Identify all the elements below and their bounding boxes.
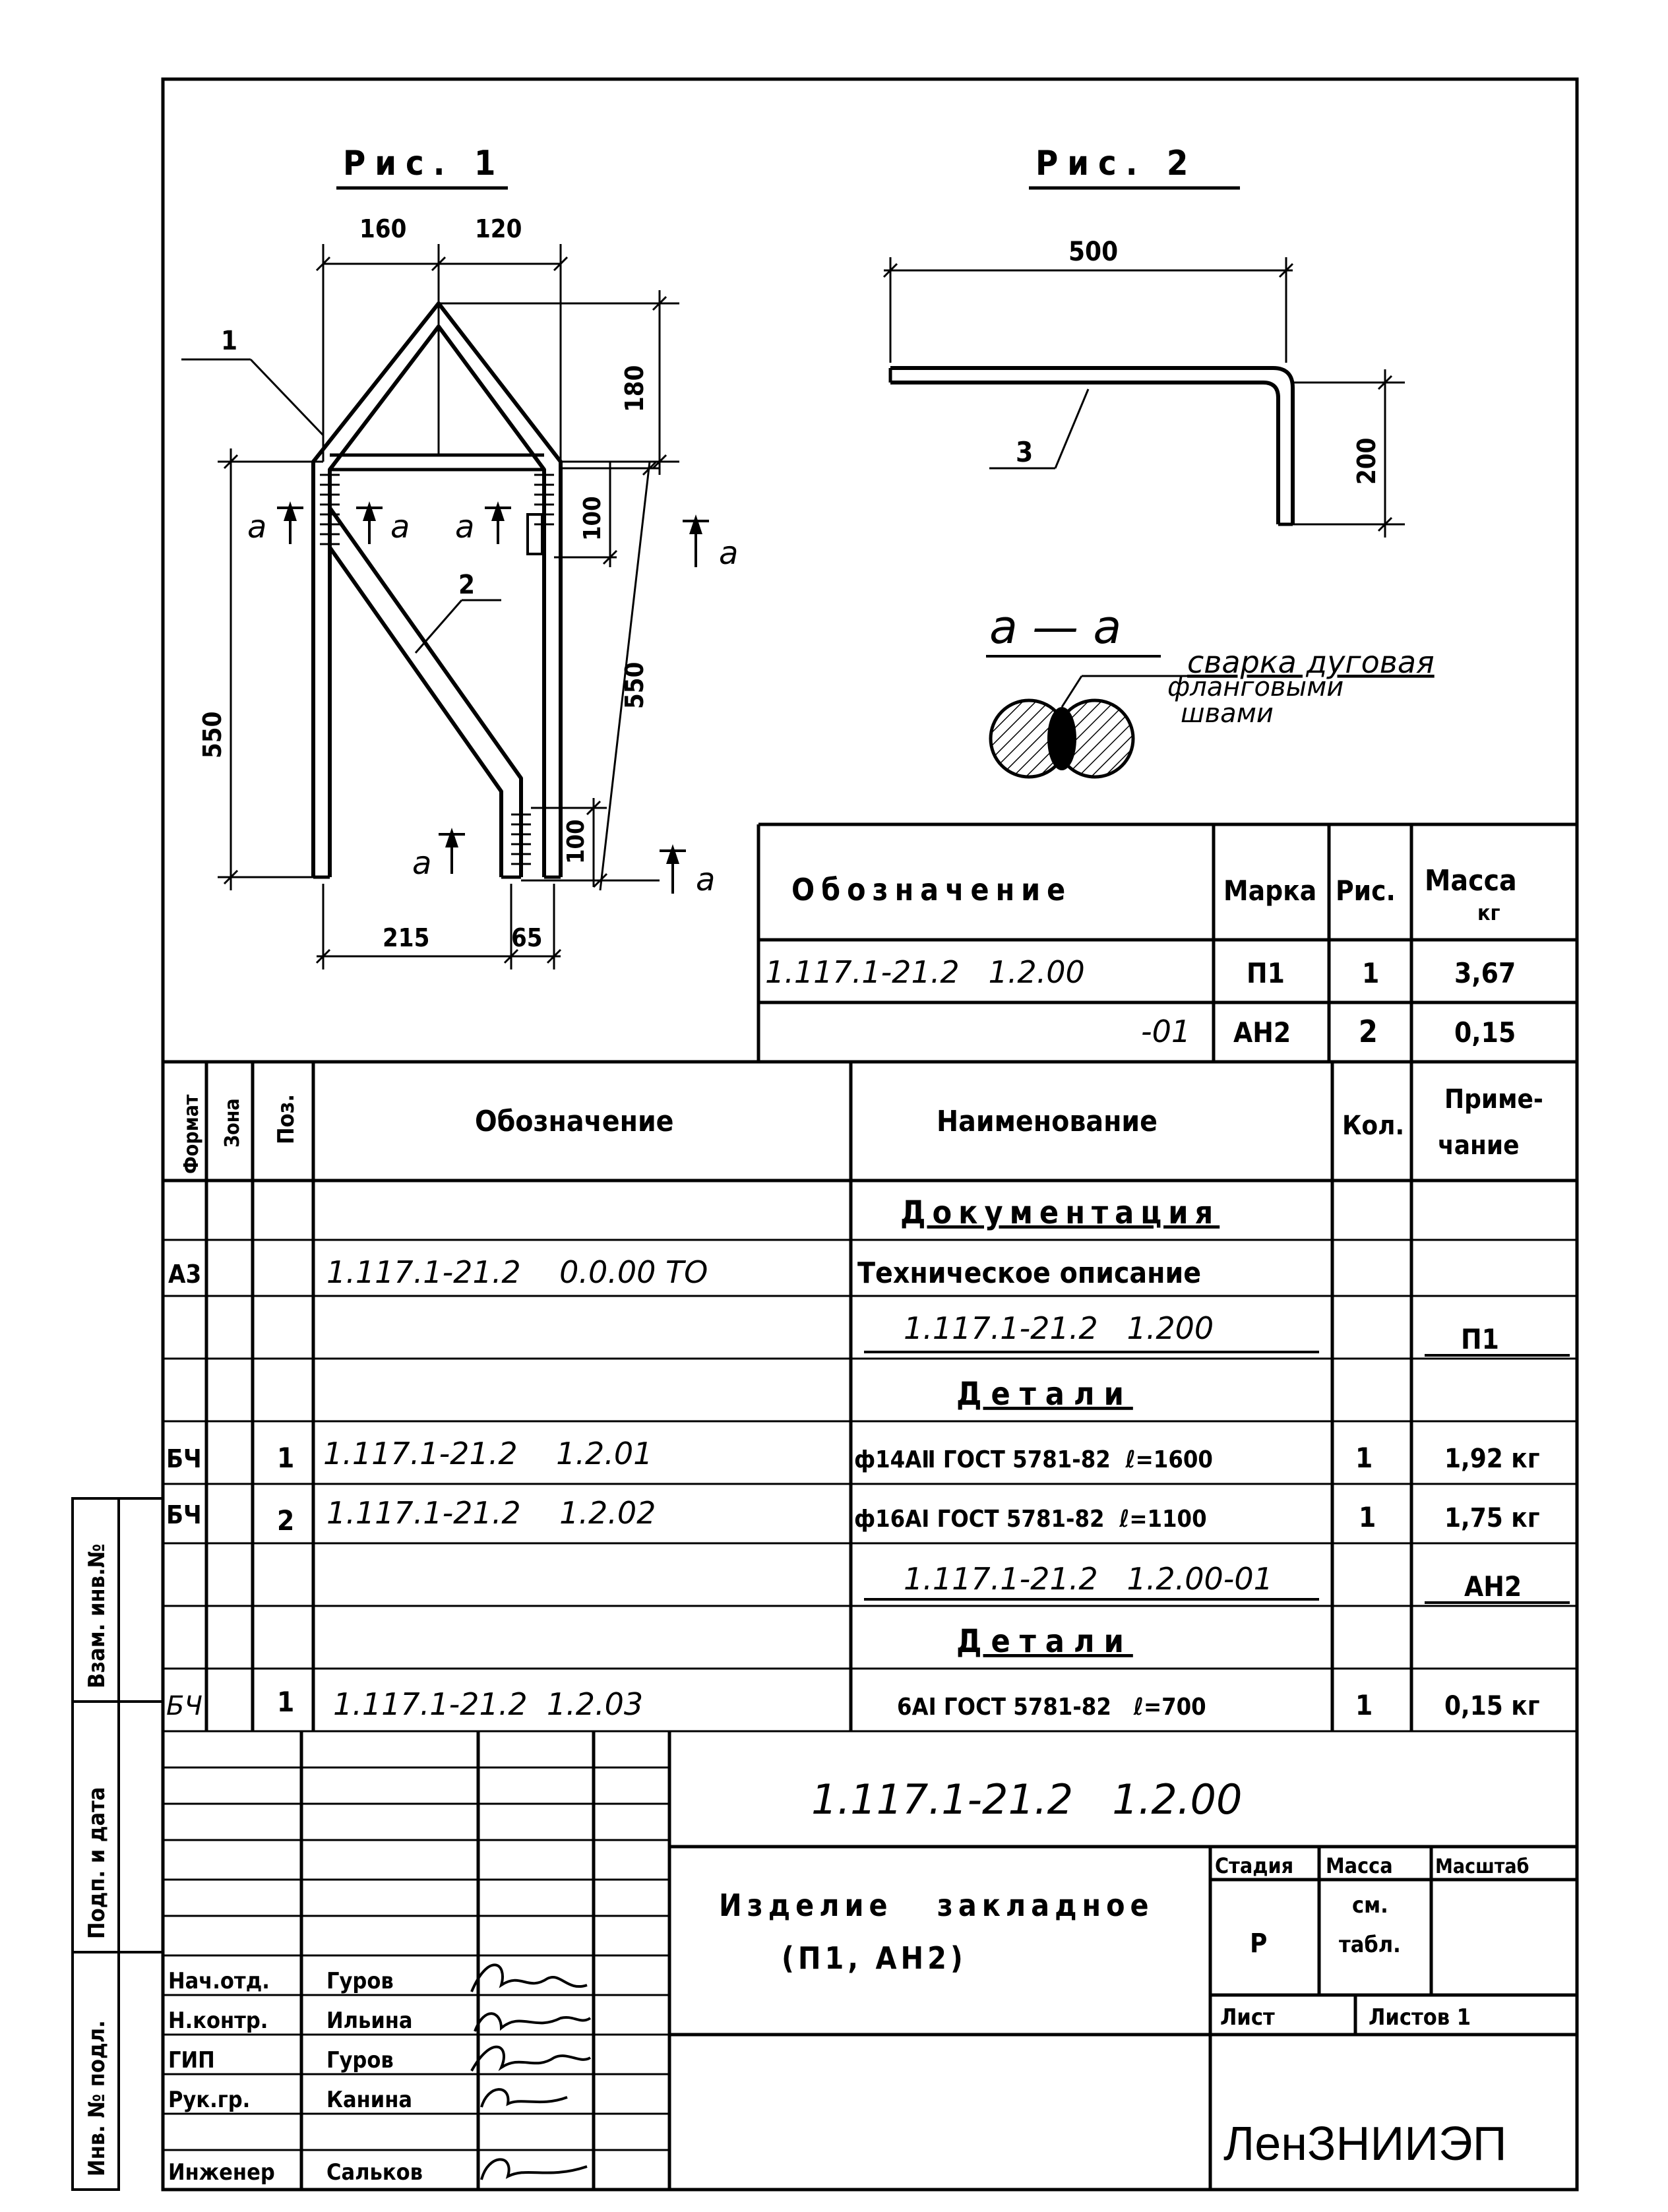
spec-row-pos: 1 [277,1442,295,1474]
fig1-callout-2: 2 [458,570,476,600]
section-mark-a: а [455,508,475,545]
bar-3 [890,368,1293,524]
spec-row-name: ф16АⅠ ГОСТ 5781-82 ℓ=1100 [854,1506,1207,1533]
fig2-callout-3: 3 [1016,436,1034,468]
fig1-dim-weld-bottom: 100 [563,819,590,864]
spec-table [163,1062,1577,1731]
signature-scribbles [472,1965,590,2180]
person-role: Нач.отд. [168,1968,270,1994]
spec-header-format: Формат [180,1094,203,1174]
fig1-dim-weld-top: 100 [579,496,606,541]
title-block [163,1731,1577,2190]
marks-header-mark: Марка [1223,875,1317,907]
side-stamp [73,1498,163,2190]
spec-row-section-doc: Документация [900,1194,1220,1231]
marks-row1-fig: 1 [1362,957,1380,989]
marks-row1-designation: 1.117.1-21.2 1.2.00 [765,954,1085,990]
figure-1 [181,144,738,969]
sheets-label: Листов 1 [1369,2004,1471,2031]
marks-row2-fig: 2 [1359,1014,1378,1049]
title-product-line2: (П1, АН2) [782,1940,967,1976]
marks-row2-designation: -01 [1141,1014,1191,1049]
person-role: Рук.гр. [168,2087,251,2113]
org-name: ЛенЗНИИЭП [1223,2118,1507,2170]
spec-row-name: 1.117.1-21.2 1.200 [904,1310,1214,1346]
marks-header-mass-unit: кг [1477,900,1500,925]
marks-header-fig: Рис. [1336,875,1396,907]
spec-row-name: 6АⅠ ГОСТ 5781-82 ℓ=700 [897,1694,1206,1721]
spec-row-note: 0,15 кг [1444,1691,1540,1721]
spec-row-designation: 1.117.1-21.2 1.2.03 [333,1686,644,1722]
spec-header-note1: Приме- [1444,1084,1543,1115]
section-note-line2: фланговыми [1167,672,1344,702]
title-code: 1.117.1-21.2 1.2.00 [811,1775,1243,1824]
spec-row-note: 1,92 кг [1444,1444,1540,1474]
fig2-title: Рис. 2 [1035,144,1198,183]
section-a-a [986,600,1435,777]
stage-value: Р [1250,1928,1268,1959]
scale-label: Масштаб [1435,1855,1529,1878]
bar-1 [313,303,561,877]
fig1-dim-height-left: 550 [198,711,227,758]
weld-seam [1047,707,1076,770]
spec-row-format: БЧ [166,1691,202,1721]
stage-label: Стадия [1215,1853,1294,1878]
person-role: ГИП [168,2047,215,2074]
spec-row-qty: 1 [1355,1689,1373,1721]
mass-label: Масса [1326,1853,1393,1878]
person-name: Канина [326,2087,412,2113]
person-role: Н.контр. [168,2008,268,2034]
marks-row1-mass: 3,67 [1454,957,1516,989]
spec-header-name: Наименование [937,1105,1158,1138]
marks-table [758,824,1577,1062]
person-name: Гуров [326,1968,394,1994]
marks-header-designation: Обозначение [791,872,1072,907]
side-stamp-interchange: Взам. инв.№ [84,1543,110,1688]
section-mark-a: а [247,508,267,545]
section-mark-a: а [390,508,410,545]
person-name: Ильина [326,2008,413,2034]
spec-row-format: БЧ [166,1500,202,1529]
fig1-dim-height-top: 180 [620,365,649,412]
spec-row-note: П1 [1461,1323,1499,1355]
fig2-dim-height: 200 [1352,437,1381,485]
spec-row-section-details: Детали [956,1623,1133,1660]
spec-row-name: Техническое описание [857,1256,1202,1290]
section-title: а — а [989,600,1122,654]
spec-row-format: А3 [168,1260,202,1289]
fig1-dim-top-right: 120 [475,214,522,243]
spec-row-format: БЧ [166,1444,202,1473]
marks-row2-mark: АН2 [1233,1016,1291,1049]
marks-header-mass: Масса [1425,864,1517,898]
marks-row1-mark: П1 [1247,957,1285,989]
fig2-dim-length: 500 [1068,237,1119,267]
fig1-dim-top-left: 160 [359,214,407,243]
spec-header-zone: Зона [221,1098,244,1148]
person-role: Инженер [168,2159,275,2186]
mass-value-2: табл. [1339,1932,1401,1958]
fig1-callout-1: 1 [221,326,238,356]
sheet-label: Лист [1220,2004,1275,2031]
marks-row2-mass: 0,15 [1454,1016,1516,1049]
spec-row-section-details: Детали [956,1376,1133,1413]
section-mark-a: а [719,535,739,572]
spec-row-designation: 1.117.1-21.2 1.2.02 [326,1495,656,1531]
spec-row-designation: 1.117.1-21.2 0.0.00 ТО [326,1254,708,1290]
fig1-dim-bottom-right: 65 [511,923,543,952]
side-stamp-signature-date: Подп. и дата [84,1787,110,1939]
title-product-line1: Изделие закладное [719,1888,1154,1923]
section-mark-a: а [696,861,716,898]
spec-row-qty: 1 [1355,1442,1373,1474]
mass-value-1: см. [1352,1892,1388,1919]
section-mark-a: а [412,845,432,882]
section-note-line1: сварка дуговая [1187,644,1435,680]
spec-row-designation: 1.117.1-21.2 1.2.01 [323,1436,653,1471]
person-name: Гуров [326,2047,394,2074]
fig1-dim-bottom-left: 215 [383,923,430,952]
spec-header-qty: Кол. [1342,1111,1405,1141]
spec-header-designation: Обозначение [475,1105,674,1138]
fig1-dim-height-mid: 550 [620,661,649,709]
section-note-line3: швами [1181,698,1274,729]
spec-row-qty: 1 [1359,1501,1376,1533]
spec-header-pos: Поз. [273,1093,299,1144]
spec-header-note2: чание [1438,1130,1520,1161]
spec-row-name: ф14АⅡ ГОСТ 5781-82 ℓ=1600 [854,1446,1213,1473]
spec-row-pos: 2 [277,1504,295,1537]
fig1-title: Рис. 1 [343,144,505,183]
spec-row-note: 1,75 кг [1444,1503,1540,1533]
spec-row-note: АН2 [1464,1570,1522,1603]
spec-row-name: 1.117.1-21.2 1.2.00-01 [904,1561,1273,1597]
person-name: Сальков [326,2159,423,2186]
spec-row-pos: 1 [277,1686,295,1718]
side-stamp-inv-original: Инв. № подл. [84,2020,110,2176]
figure-2 [884,144,1405,538]
